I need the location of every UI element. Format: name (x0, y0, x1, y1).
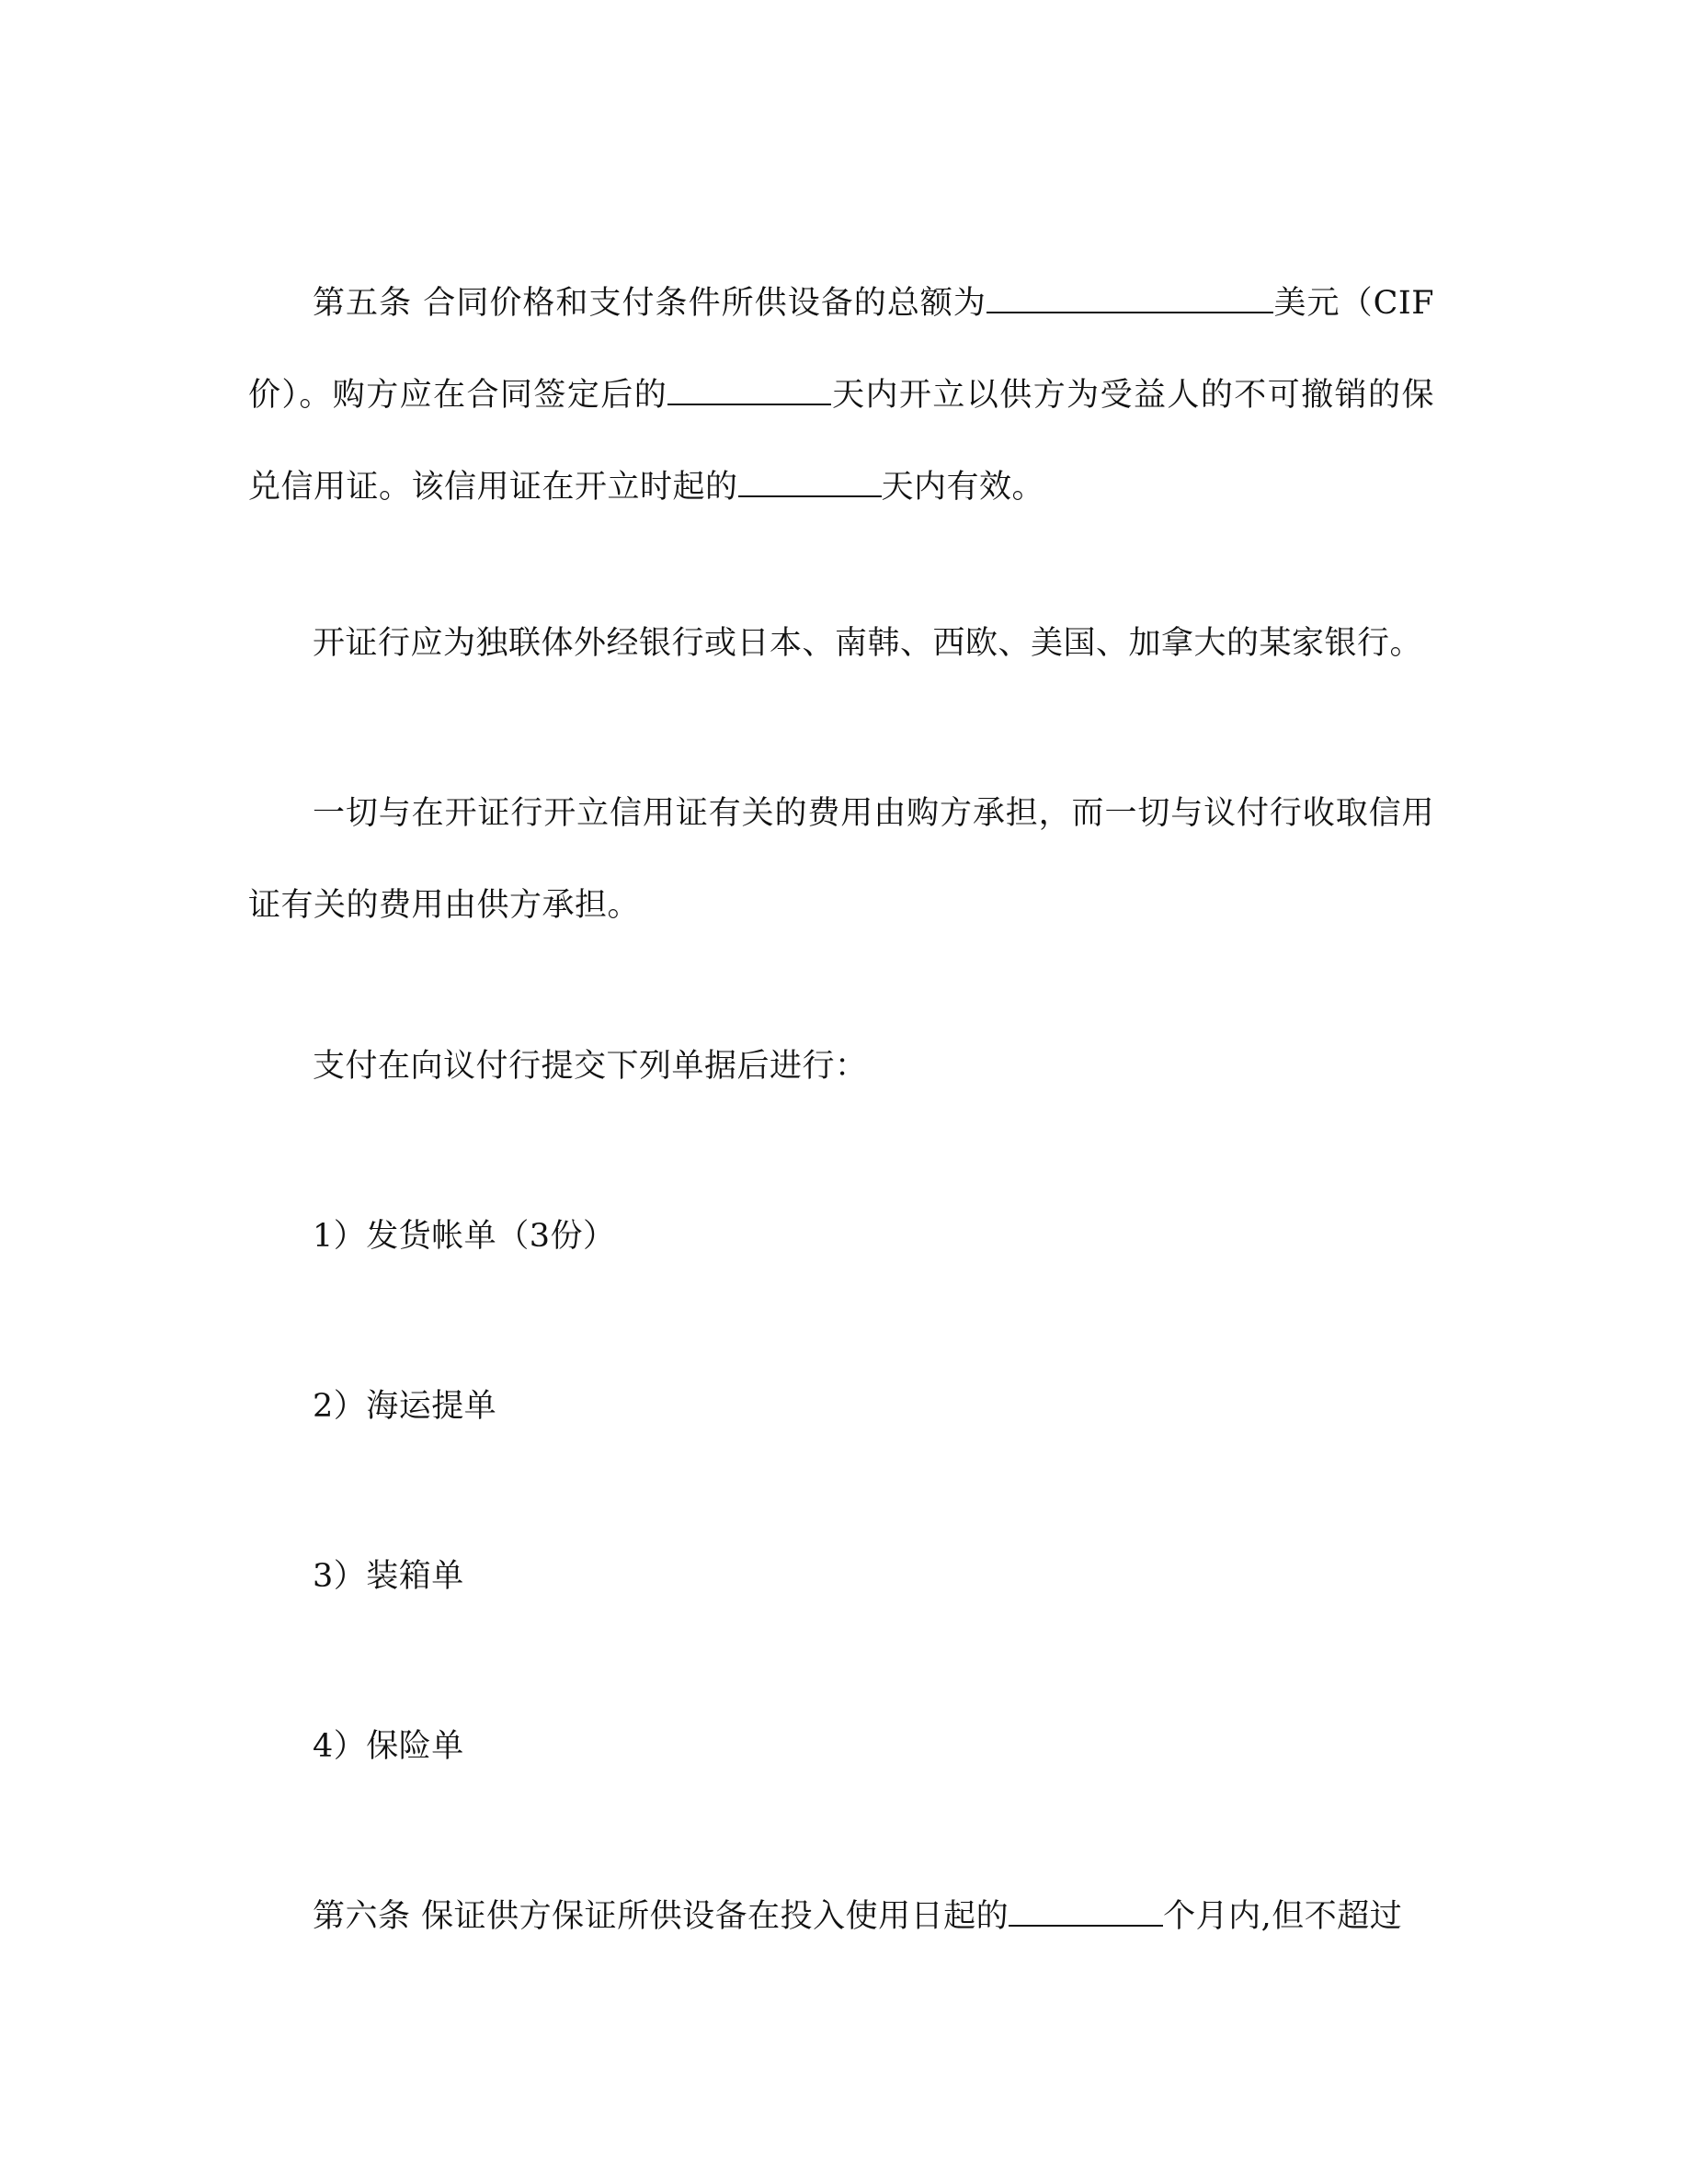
payment-intro-paragraph: 支付在向议付行提交下列单据后进行： (313, 1048, 868, 1085)
article-5-text-4: 天内有效。 (881, 469, 1045, 506)
article-5-text-3: 天内开立以供方为受益人的不可撤销的保兑信用证。该信用证在开立时起的 (248, 377, 1434, 506)
issuing-bank-paragraph: 开证行应为独联体外经银行或日本、南韩、西欧、美国、加拿大的某家银行。 (313, 625, 1423, 662)
article-5-text-1: 第五条 合同价格和支付条件所供设备的总额为 (313, 285, 987, 322)
days-to-open-blank (667, 376, 831, 405)
list-item: 4）保险单 (313, 1728, 464, 1765)
list-item: 3）装箱单 (313, 1558, 464, 1595)
list-item: 1）发货帐单（3份） (313, 1218, 616, 1255)
article-5-text-2: 美元（CIF价）。购方应在合同签定后的 (248, 285, 1434, 414)
list-item: 2）海运提单 (313, 1388, 497, 1425)
fees-paragraph: 一切与在开证行开立信用证有关的费用由购方承担，而一切与议付行收取信用证有关的费用由供方承担。 (248, 795, 1434, 924)
article-6-text-1: 第六条 保证供方保证所供设备在投入使用日起的 (313, 1898, 1009, 1935)
months-blank (1009, 1897, 1163, 1927)
validity-days-blank (738, 468, 882, 497)
article-5-paragraph (248, 257, 1434, 533)
article-6-text-2: 个月内,但不超过 (1163, 1898, 1403, 1935)
article-6-paragraph (248, 1871, 1434, 1962)
amount-blank (987, 284, 1273, 313)
